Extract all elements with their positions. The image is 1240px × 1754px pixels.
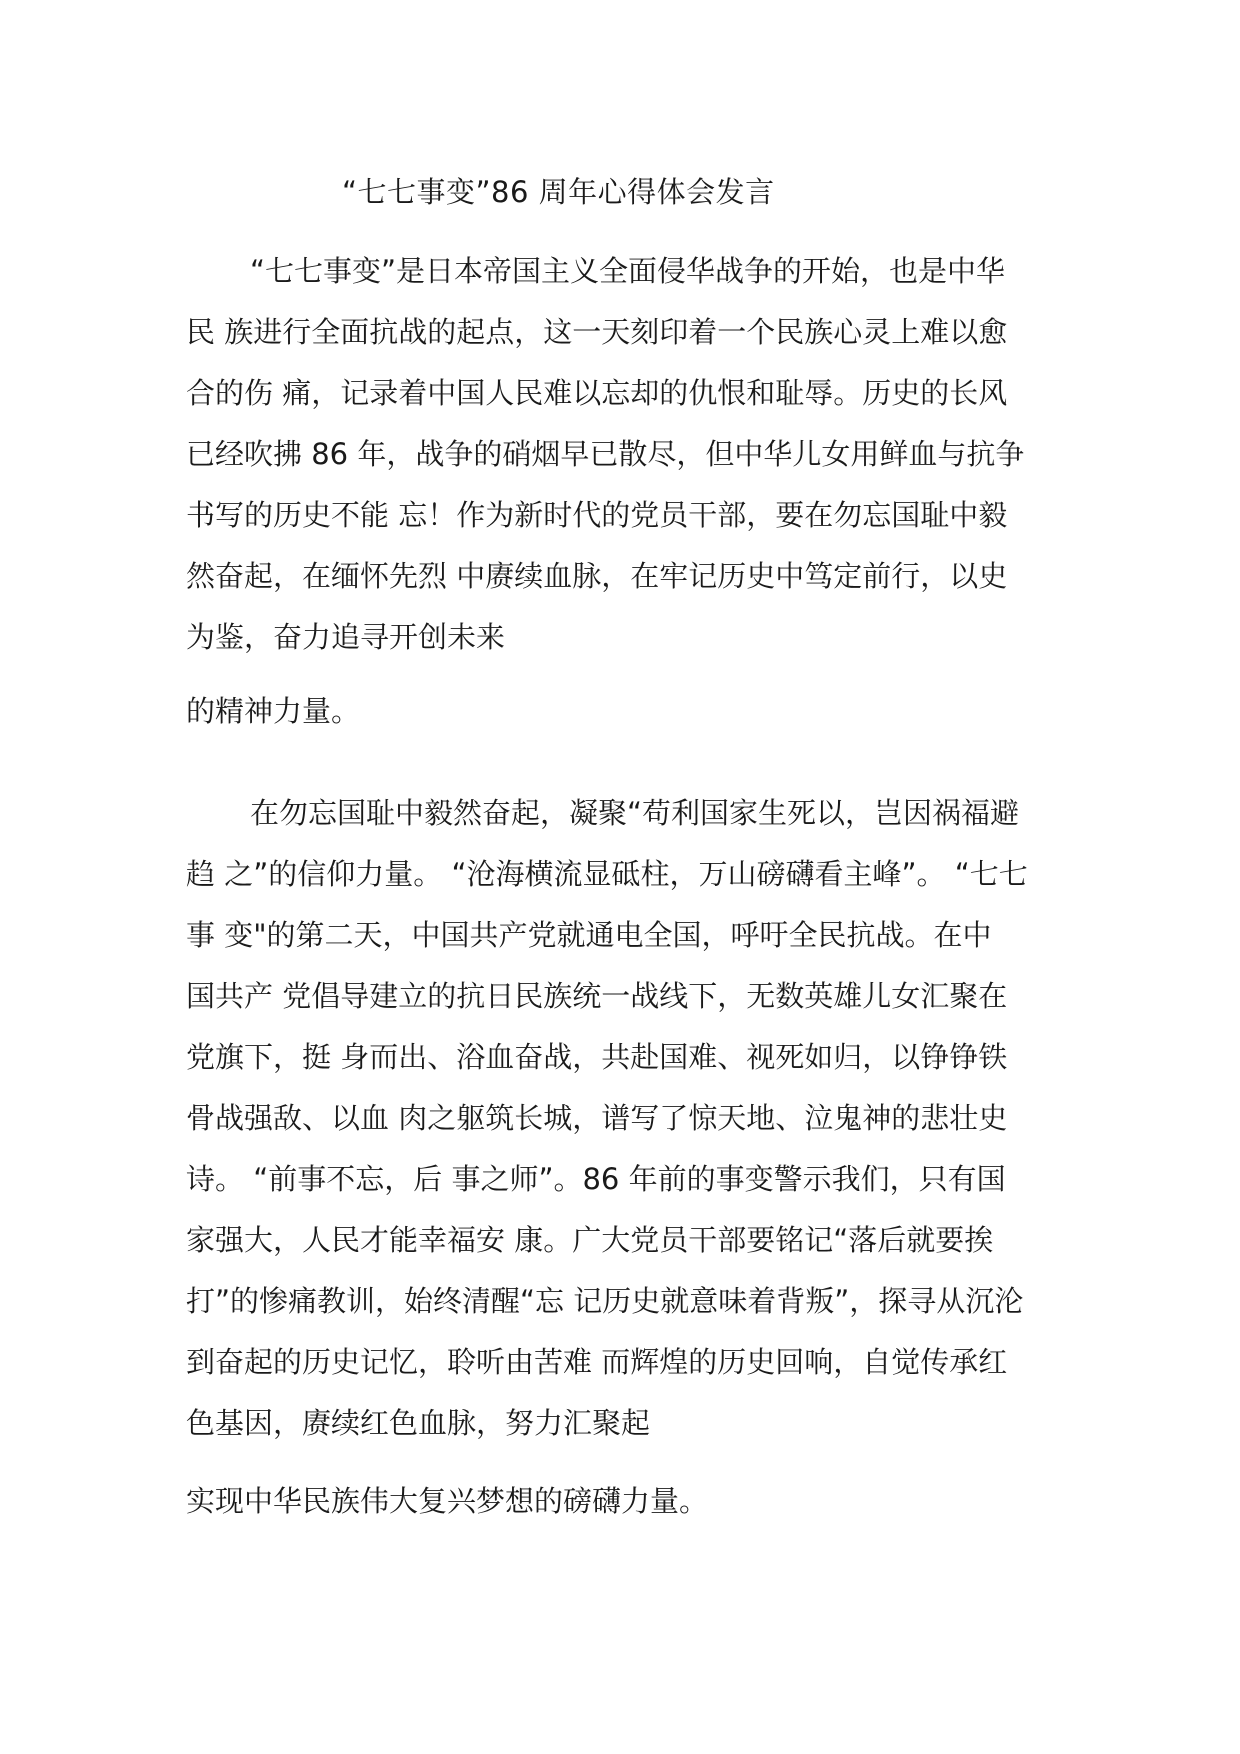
paragraph-1-line-7: 为鉴，奋力追寻开创未来 <box>186 620 506 654</box>
paragraph-2-line-8: 家强大，人民才能幸福安 康。广大党员干部要铭记“落后就要挨 <box>186 1223 994 1257</box>
paragraph-1-line-1: “七七事变”是日本帝国主义全面侵华战争的开始，也是中华 <box>250 254 1006 288</box>
paragraph-1-line-5: 书写的历史不能 忘！作为新时代的党员干部，要在勿忘国耻中毅 <box>186 498 1008 532</box>
paragraph-1-line-2: 民 族进行全面抗战的起点，这一天刻印着一个民族心灵上难以愈 <box>186 315 1008 349</box>
paragraph-2-line-9: 打”的惨痛教训，始终清醒“忘 记历史就意味着背叛”，探寻从沉沦 <box>186 1284 1024 1318</box>
paragraph-2-line-4: 国共产 党倡导建立的抗日民族统一战线下，无数英雄儿女汇聚在 <box>186 979 1008 1013</box>
paragraph-2-line-12: 实现中华民族伟大复兴梦想的磅礴力量。 <box>186 1484 709 1518</box>
paragraph-2-line-11: 色基因，赓续红色血脉，努力汇聚起 <box>186 1406 651 1440</box>
paragraph-2-line-3: 事 变"的第二天，中国共产党就通电全国，呼吁全民抗战。在中 <box>186 918 992 952</box>
paragraph-1-line-8: 的精神力量。 <box>186 694 361 728</box>
paragraph-1-line-4: 已经吹拂 86 年，战争的硝烟早已散尽，但中华儿女用鲜血与抗争 <box>186 437 1025 471</box>
paragraph-2-line-10: 到奋起的历史记忆，聆听由苦难 而辉煌的历史回响，自觉传承红 <box>186 1345 1008 1379</box>
paragraph-2-line-1: 在勿忘国耻中毅然奋起，凝聚“苟利国家生死以，岂因祸福避 <box>250 796 1020 830</box>
paragraph-2-line-2: 趋 之”的信仰力量。 “沧海横流显砥柱，万山磅礴看主峰”。 “七七 <box>186 857 1028 891</box>
paragraph-2-line-5: 党旗下，挺 身而出、浴血奋战，共赴国难、视死如归，以铮铮铁 <box>186 1040 1008 1074</box>
paragraph-1-line-3: 合的伤 痛，记录着中国人民难以忘却的仇恨和耻辱。历史的长风 <box>186 376 1008 410</box>
document-title: “七七事变”86 周年心得体会发言 <box>342 175 775 209</box>
paragraph-1-line-6: 然奋起，在缅怀先烈 中赓续血脉，在牢记历史中笃定前行，以史 <box>186 559 1008 593</box>
paragraph-2-line-7: 诗。 “前事不忘，后 事之师”。86 年前的事变警示我们，只有国 <box>186 1162 1006 1196</box>
paragraph-2-line-6: 骨战强敌、以血 肉之躯筑长城，谱写了惊天地、泣鬼神的悲壮史 <box>186 1101 1008 1135</box>
